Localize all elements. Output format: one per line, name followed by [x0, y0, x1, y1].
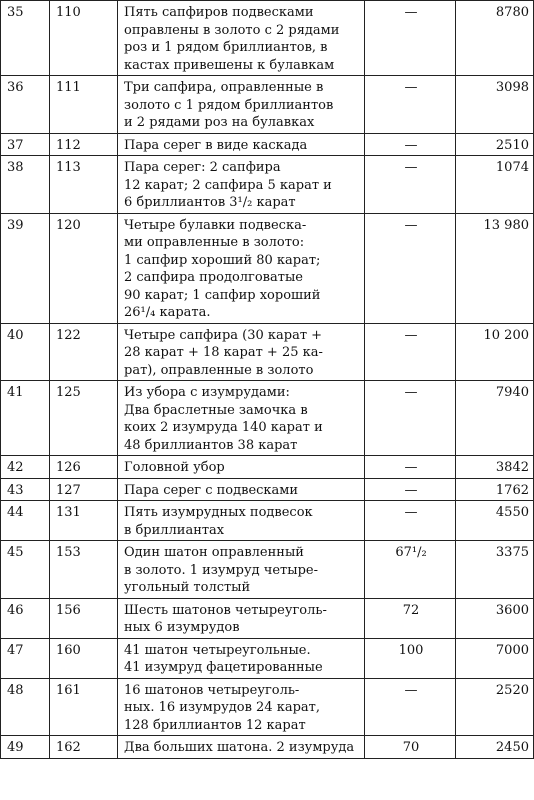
- inventory-number-cell: 131: [50, 501, 118, 541]
- price-cell: 7000: [456, 638, 534, 678]
- item-description-cell: 41 шатон четыреугольные. 41 изумруд фацетированные: [118, 638, 365, 678]
- table-row: [1, 156, 534, 214]
- row-number-cell: 45: [1, 541, 50, 599]
- price-cell: 10 200: [456, 323, 534, 381]
- inventory-number-cell: 120: [50, 213, 118, 323]
- weight-carats-cell: 67¹/₂: [365, 541, 456, 599]
- table-row: [1, 598, 534, 638]
- inventory-number-cell: 160: [50, 638, 118, 678]
- row-number-cell: 40: [1, 323, 50, 381]
- table-row: [1, 678, 534, 736]
- item-description-cell: Пять сапфиров подвесками оправлены в золото с 2 рядами роз и 1 рядом бриллиантов, в кастах привешены к булавкам: [118, 1, 365, 76]
- price-cell: 4550: [456, 501, 534, 541]
- table-row: [1, 501, 534, 541]
- table-row: [1, 541, 534, 599]
- weight-carats-cell: —: [365, 501, 456, 541]
- weight-carats-cell: 70: [365, 736, 456, 759]
- item-description-cell: Один шатон оправленный в золото. 1 изумруд четыре- угольный толстый: [118, 541, 365, 599]
- inventory-number-cell: 156: [50, 598, 118, 638]
- inventory-number-cell: 122: [50, 323, 118, 381]
- row-number-cell: 35: [1, 1, 50, 76]
- inventory-table-body: [1, 1, 534, 759]
- item-description-cell: 16 шатонов четыреуголь- ных. 16 изумрудов 24 карат, 128 бриллиантов 12 карат: [118, 678, 365, 736]
- inventory-number-cell: 127: [50, 478, 118, 501]
- price-cell: 1762: [456, 478, 534, 501]
- inventory-number-cell: 162: [50, 736, 118, 759]
- table-row: [1, 213, 534, 323]
- weight-carats-cell: 100: [365, 638, 456, 678]
- row-number-cell: 36: [1, 76, 50, 134]
- weight-carats-cell: —: [365, 156, 456, 214]
- table-row: [1, 133, 534, 156]
- item-description-cell: Пара серег в виде каскада: [118, 133, 365, 156]
- inventory-number-cell: 113: [50, 156, 118, 214]
- weight-carats-cell: —: [365, 478, 456, 501]
- inventory-number-cell: 153: [50, 541, 118, 599]
- weight-carats-cell: —: [365, 678, 456, 736]
- table-row: [1, 736, 534, 759]
- table-row: [1, 1, 534, 76]
- row-number-cell: 48: [1, 678, 50, 736]
- weight-carats-cell: —: [365, 323, 456, 381]
- weight-carats-cell: —: [365, 456, 456, 479]
- row-number-cell: 38: [1, 156, 50, 214]
- item-description-cell: Из убора с изумрудами: Два браслетные замочка в коих 2 изумруда 140 карат и 48 бриллиантов 38 карат: [118, 381, 365, 456]
- price-cell: 3600: [456, 598, 534, 638]
- price-cell: 3842: [456, 456, 534, 479]
- price-cell: 1074: [456, 156, 534, 214]
- item-description-cell: Шесть шатонов четыреуголь- ных 6 изумрудов: [118, 598, 365, 638]
- item-description-cell: Головной убор: [118, 456, 365, 479]
- price-cell: 2510: [456, 133, 534, 156]
- item-description-cell: Два больших шатона. 2 изумруда: [118, 736, 365, 759]
- weight-carats-cell: —: [365, 133, 456, 156]
- table-row: [1, 76, 534, 134]
- price-cell: 2520: [456, 678, 534, 736]
- price-cell: 3098: [456, 76, 534, 134]
- item-description-cell: Пара серег: 2 сапфира 12 карат; 2 сапфира 5 карат и 6 бриллиантов 3¹/₂ карат: [118, 156, 365, 214]
- item-description-cell: Пара серег с подвесками: [118, 478, 365, 501]
- row-number-cell: 47: [1, 638, 50, 678]
- item-description-cell: Четыре сапфира (30 карат + 28 карат + 18 карат + 25 ка- рат), оправленные в золото: [118, 323, 365, 381]
- table-row: [1, 638, 534, 678]
- inventory-number-cell: 125: [50, 381, 118, 456]
- row-number-cell: 37: [1, 133, 50, 156]
- inventory-number-cell: 112: [50, 133, 118, 156]
- price-cell: 8780: [456, 1, 534, 76]
- table-row: [1, 381, 534, 456]
- table-row: [1, 478, 534, 501]
- weight-carats-cell: 72: [365, 598, 456, 638]
- item-description-cell: Три сапфира, оправленные в золото с 1 рядом бриллиантов и 2 рядами роз на булавках: [118, 76, 365, 134]
- row-number-cell: 42: [1, 456, 50, 479]
- item-description-cell: Пять изумрудных подвесок в бриллиантах: [118, 501, 365, 541]
- row-number-cell: 39: [1, 213, 50, 323]
- weight-carats-cell: —: [365, 1, 456, 76]
- weight-carats-cell: —: [365, 76, 456, 134]
- item-description-cell: Четыре булавки подвеска- ми оправленные в золото: 1 сапфир хороший 80 карат; 2 сапфира продолговатые 90 карат; 1 сапфир хороший 26¹/₄ карата.: [118, 213, 365, 323]
- price-cell: 3375: [456, 541, 534, 599]
- price-cell: 2450: [456, 736, 534, 759]
- table-row: [1, 323, 534, 381]
- weight-carats-cell: —: [365, 213, 456, 323]
- row-number-cell: 41: [1, 381, 50, 456]
- row-number-cell: 49: [1, 736, 50, 759]
- inventory-number-cell: 126: [50, 456, 118, 479]
- table-row: [1, 456, 534, 479]
- row-number-cell: 44: [1, 501, 50, 541]
- row-number-cell: 46: [1, 598, 50, 638]
- price-cell: 13 980: [456, 213, 534, 323]
- inventory-number-cell: 110: [50, 1, 118, 76]
- row-number-cell: 43: [1, 478, 50, 501]
- inventory-number-cell: 111: [50, 76, 118, 134]
- price-cell: 7940: [456, 381, 534, 456]
- inventory-number-cell: 161: [50, 678, 118, 736]
- weight-carats-cell: —: [365, 381, 456, 456]
